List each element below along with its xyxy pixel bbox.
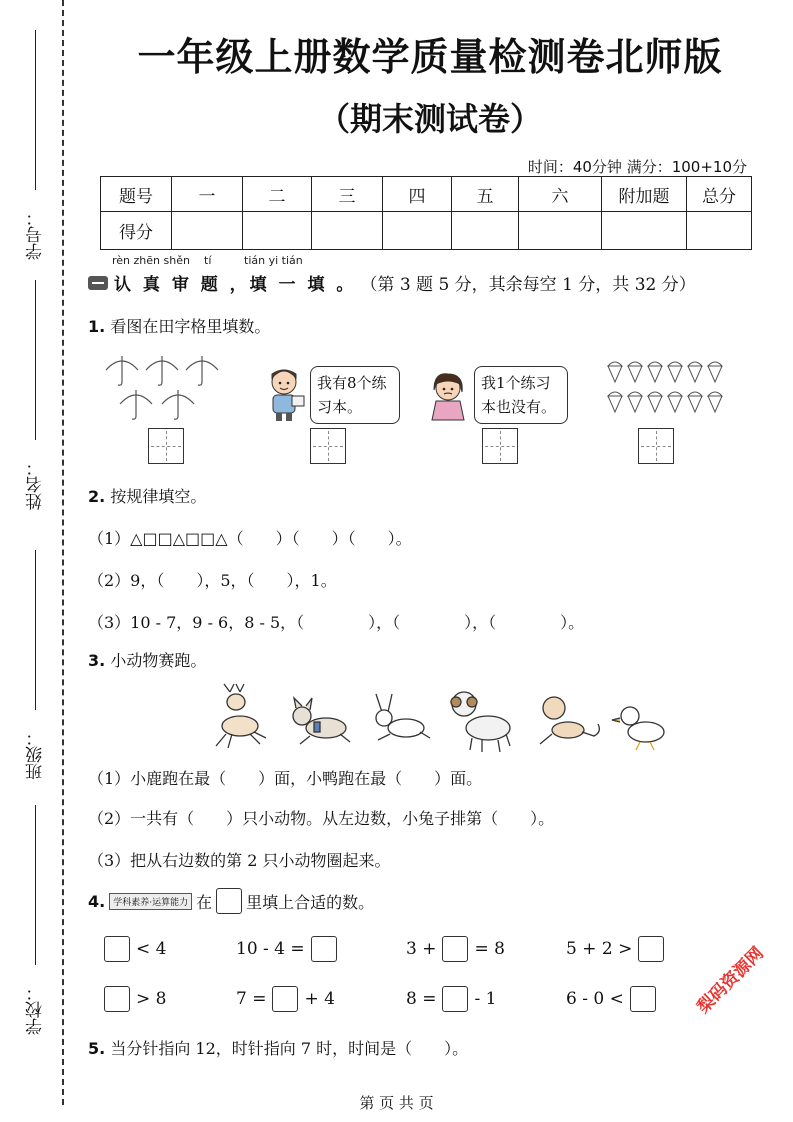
question-3 [88, 648, 206, 671]
example-box-icon [216, 888, 242, 914]
name-label: 姓名： [26, 459, 46, 510]
expression-text: 10 - 4 = [236, 939, 305, 959]
question-3-part-3[interactable]: （3）把从右边数的第 2 只小动物圈起来。 [88, 851, 391, 870]
dog-icon [293, 698, 350, 744]
section-score-note: （第 3 题 5 分，其余每空 1 分，共 32 分） [360, 275, 696, 295]
q4-item-1-4 [566, 936, 664, 962]
page-footer: 第 页 共 页 [359, 1094, 434, 1112]
answer-box[interactable] [442, 936, 468, 962]
exam-meta: 时间：40分钟 满分：100+10分 [527, 158, 747, 176]
question-number: 1. [88, 317, 106, 336]
answer-box[interactable] [638, 936, 664, 962]
score-cell[interactable] [452, 212, 519, 250]
section-one-badge-icon [88, 276, 108, 290]
question-4 [88, 888, 374, 914]
expression-text: 8 = [406, 989, 437, 1009]
answer-box[interactable] [272, 986, 298, 1012]
expression-text: < 4 [136, 939, 167, 959]
q4-item-2-2 [236, 986, 335, 1012]
pinyin-ti: tí [204, 254, 212, 267]
binding-dashed-line [62, 0, 64, 1105]
sheep-icon [451, 692, 510, 752]
answer-grid-umbrellas[interactable] [148, 428, 184, 464]
question-number: 2. [88, 487, 106, 506]
boy-speech-bubble: 我有8个练习本。 [310, 366, 400, 424]
q4-item-2-1 [104, 986, 166, 1012]
score-cell[interactable] [519, 212, 602, 250]
header-cell: 五 [452, 177, 519, 212]
pinyin-tianyitian: tián yi tián [244, 254, 303, 267]
answer-box[interactable] [442, 986, 468, 1012]
answer-grid-boy[interactable] [310, 428, 346, 464]
header-cell: 一 [172, 177, 243, 212]
header-cell: 题号 [101, 177, 172, 212]
question-2-part-3[interactable]: （3）10 - 7，9 - 6，8 - 5，（ ），（ ），（ ）。 [88, 613, 585, 632]
question-2-part-2[interactable]: （2）9，（ ），5，（ ），1。 [88, 571, 337, 590]
answer-box[interactable] [104, 936, 130, 962]
q4-item-1-1 [104, 936, 166, 962]
q4-item-1-2 [236, 936, 337, 962]
header-cell: 三 [312, 177, 383, 212]
umbrellas-illustration [104, 352, 228, 424]
q4-item-1-3 [406, 936, 505, 962]
score-table-score-row [101, 212, 752, 250]
duck-icon [612, 707, 664, 750]
question-number: 3. [88, 651, 106, 670]
answer-grid-ice-cream[interactable] [638, 428, 674, 464]
school-label: 学校： [26, 984, 46, 1035]
animal-race-illustration [210, 682, 680, 756]
question-3-part-2[interactable]: （2）一共有（ ）只小动物。从左边数，小兔子排第（ ）。 [88, 809, 555, 828]
section-heading [88, 270, 696, 295]
school-line [35, 805, 36, 965]
question-text[interactable]: 当分针指向 12，时针指向 7 时，时间是（ ）。 [110, 1039, 469, 1058]
score-cell[interactable] [602, 212, 687, 250]
score-table [100, 176, 752, 250]
header-cell: 附加题 [602, 177, 687, 212]
question-2 [88, 484, 206, 507]
pinyin-renzhenshen: rèn zhēn shěn [112, 254, 190, 267]
question-2-part-1[interactable]: （1）△□□△□□△（ ）（ ）（ ）。 [88, 529, 412, 548]
ice-cream-icon [608, 362, 722, 412]
student-number-field[interactable] [6, 30, 62, 260]
header-cell: 二 [243, 177, 312, 212]
expression-text: 3 + [406, 939, 437, 959]
question-text: 按规律填空。 [110, 487, 207, 506]
question-5 [88, 1036, 468, 1059]
page-subtitle: （期末测试卷） [317, 100, 542, 138]
expression-text: 7 = [236, 989, 267, 1009]
class-line [35, 550, 36, 710]
score-cell[interactable] [312, 212, 383, 250]
row-label: 得分 [101, 212, 172, 250]
expression-text: > 8 [136, 989, 167, 1009]
section-title: 认 真 审 题 ，填 一 填 。 [114, 275, 357, 295]
school-field[interactable] [6, 805, 62, 1035]
ice-cream-illustration [606, 358, 726, 420]
question-text-post: 里填上合适的数。 [246, 892, 375, 912]
expression-text: + 4 [304, 989, 335, 1009]
girl-character-icon [426, 372, 472, 424]
student-number-line [35, 30, 36, 190]
question-text-pre: 在 [196, 892, 213, 912]
question-number: 5. [88, 1039, 106, 1058]
competency-tag: 学科素养·运算能力 [109, 893, 192, 910]
q4-item-2-4 [566, 986, 656, 1012]
expression-text: = 8 [474, 939, 505, 959]
watermark-logo: 梨码资源网 [693, 943, 768, 1018]
header-cell: 四 [383, 177, 452, 212]
expression-text: - 1 [474, 989, 497, 1009]
score-cell[interactable] [172, 212, 243, 250]
score-cell[interactable] [243, 212, 312, 250]
score-cell[interactable] [383, 212, 452, 250]
score-table-header-row [101, 177, 752, 212]
class-label: 班级： [26, 729, 46, 780]
monkey-icon [540, 697, 599, 744]
answer-grid-girl[interactable] [482, 428, 518, 464]
answer-box[interactable] [104, 986, 130, 1012]
question-text: 看图在田字格里填数。 [110, 317, 271, 336]
question-1 [88, 314, 270, 337]
question-text: 小动物赛跑。 [110, 651, 207, 670]
expression-text: 6 - 0 < [566, 989, 624, 1009]
expression-text: 5 + 2 > [566, 939, 633, 959]
rabbit-icon [376, 694, 430, 740]
deer-icon [216, 684, 266, 748]
score-cell[interactable] [687, 212, 752, 250]
q4-item-2-3 [406, 986, 496, 1012]
header-cell: 六 [519, 177, 602, 212]
question-3-part-1[interactable]: （1）小鹿跑在最（ ）面，小鸭跑在最（ ）面。 [88, 769, 483, 788]
umbrella-icon [106, 356, 218, 419]
page-title: 一年级上册数学质量检测卷北师版 [137, 35, 723, 79]
name-line [35, 280, 36, 440]
answer-box[interactable] [630, 986, 656, 1012]
name-field[interactable] [6, 280, 62, 510]
answer-box[interactable] [311, 936, 337, 962]
class-field[interactable] [6, 550, 62, 780]
question-number: 4. [88, 891, 106, 911]
boy-character-icon [262, 366, 310, 422]
header-cell: 总分 [687, 177, 752, 212]
girl-speech-bubble: 我1个练习本也没有。 [474, 366, 568, 424]
student-number-label: 学号： [26, 209, 46, 260]
